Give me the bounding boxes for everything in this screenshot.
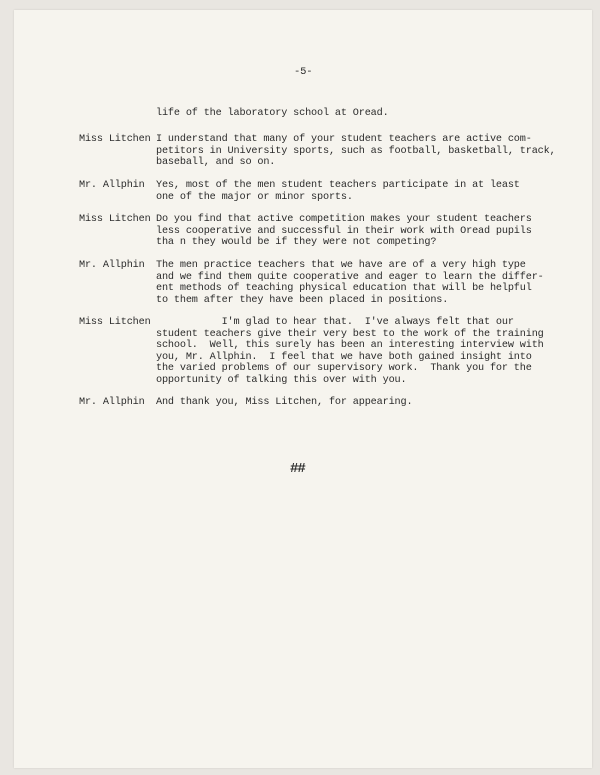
speech-line: baseball, and so on. xyxy=(156,157,276,169)
speech-text xyxy=(156,108,576,120)
speech-line: life of the laboratory school at Oread. xyxy=(156,108,389,119)
speech-line: Do you find that active competition makes your student teachers xyxy=(156,214,532,225)
speech-line: And thank you, Miss Litchen, for appearing. xyxy=(156,397,413,408)
speech-text xyxy=(156,260,576,306)
document-page xyxy=(14,10,592,768)
speech-line: school. Well, this surely has been an interesting interview with xyxy=(156,340,544,352)
speech-text xyxy=(156,214,576,249)
speaker-name: Mr. Allphin xyxy=(79,180,145,191)
end-mark: ## xyxy=(290,461,305,477)
speech-line: one of the major or minor sports. xyxy=(156,191,353,203)
speech-text xyxy=(156,317,576,387)
speech-line: tha n they would be if they were not competing? xyxy=(156,237,437,249)
speech-text xyxy=(156,134,576,169)
speech-line: and we find them quite cooperative and eager to learn the differ- xyxy=(156,271,544,283)
speech-text xyxy=(156,180,576,203)
speech-line: Yes, most of the men student teachers participate in at least xyxy=(156,180,520,191)
speech-line: less cooperative and successful in their work with Oread pupils xyxy=(156,225,532,237)
speech-line: opportunity of talking this over with you. xyxy=(156,374,407,386)
speech-line: to them after they have been placed in positions. xyxy=(156,294,449,306)
speaker-name: Mr. Allphin xyxy=(79,397,145,408)
speaker-name: Mr. Allphin xyxy=(79,260,145,271)
speaker-name: Miss Litchen xyxy=(79,214,151,225)
speech-line: I'm glad to hear that. I've always felt that our xyxy=(156,317,514,328)
speech-text xyxy=(156,397,576,409)
speech-line: petitors in University sports, such as football, basketball, track, xyxy=(156,145,556,157)
speaker-name: Miss Litchen xyxy=(79,317,151,328)
speech-line: the varied problems of our supervisory work. Thank you for the xyxy=(156,363,532,375)
speech-line: student teachers give their very best to the work of the training xyxy=(156,328,544,340)
speaker-name: Miss Litchen xyxy=(79,134,151,145)
speech-line: ent methods of teaching physical education that will be helpful xyxy=(156,283,532,295)
page-number: -5- xyxy=(294,66,313,78)
speech-line: you, Mr. Allphin. I feel that we have both gained insight into xyxy=(156,351,532,363)
speech-line: I understand that many of your student teachers are active com- xyxy=(156,134,532,145)
speech-line: The men practice teachers that we have are of a very high type xyxy=(156,260,526,271)
